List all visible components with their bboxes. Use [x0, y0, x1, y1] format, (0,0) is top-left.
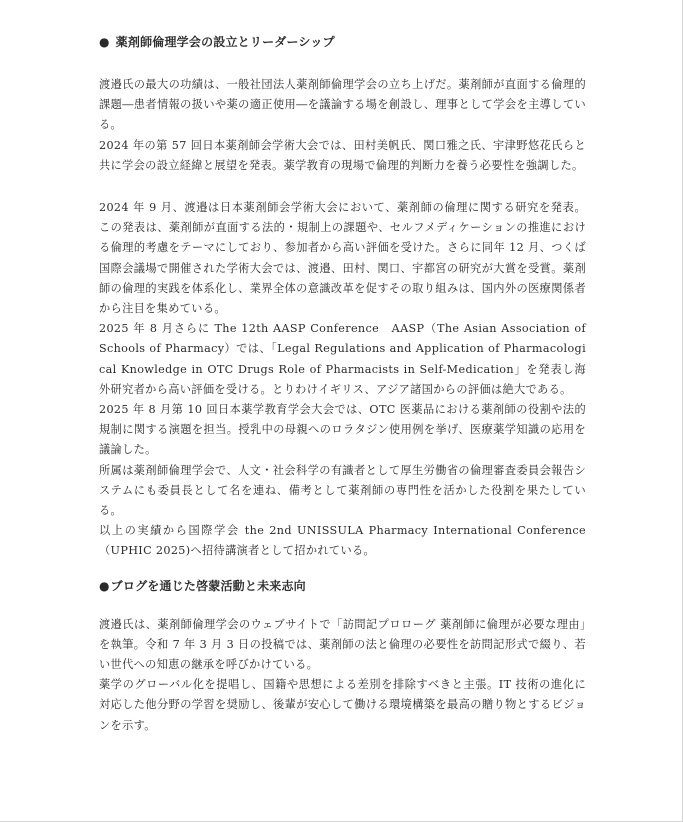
- paragraph: 以上の実績から国際学会 the 2nd UNISSULA Pharmacy International Conference（UPHIC 2025)へ招待講演者として招かれている。: [99, 524, 586, 558]
- section-heading-blog: [99, 578, 586, 594]
- paragraph: 所属は薬剤師倫理学会で、人文・社会科学の有識者として厚生労働省の倫理審査委員会報告システムにも委員長として名を連ね、備考として薬剤師の専門性を活かした役割を果たしている。: [99, 463, 586, 518]
- paragraph: 2025 年 8 月さらに The 12th AASP Conference AASP（The Asian Association of Schools of Pharmacy）では、「Legal Regulations and Application of Pharmacological Knowledge in OTC Drugs Role of Pharmacists in Self-Medication」を発表し海外研究者から高い評価を受ける。とりわけイギリス、アジア諸国からの評価は絶大である。: [99, 322, 586, 396]
- bullet-icon: ●: [99, 578, 110, 593]
- paragraph: 2025 年 8 月第 10 回日本薬学教育学会大会では、OTC 医薬品における薬剤師の役割や法的規制に関する演題を担当。授乳中の母親へのロラタジン使用例を挙げ、医療薬学知識の応用を議論した。: [99, 403, 586, 457]
- article-body: [99, 34, 586, 736]
- paragraph: 渡邉氏は、薬剤師倫理学会のウェブサイトで「訪問記プロローグ 薬剤師に倫理が必要な理由」を執筆。令和 7 年 3 月 3 日の投稿では、薬剤師の法と倫理の必要性を訪問記形式で綴り、若い世代への知恵の継承を呼びかけている。: [99, 617, 586, 672]
- paragraph: 渡邉氏の最大の功績は、一般社団法人薬剤師倫理学会の立ち上げだ。薬剤師が直面する倫理的課題―患者情報の扱いや薬の適正使用―を議論する場を創設し、理事として学会を主導している。: [99, 78, 586, 132]
- section-heading-society: [99, 34, 586, 50]
- section-heading-text: ブログを通じた啓蒙活動と未来志向: [110, 578, 306, 593]
- bullet-icon: ●: [99, 35, 110, 49]
- paragraph: 2024 年の第 57 回日本薬剤師会学術大会では、田村美帆氏、関口雅之氏、宇津野悠花氏らと共に学会の設立経緯と展望を発表。薬学教育の現場で倫理的判断力を養う必要性を強調した。: [99, 138, 586, 172]
- paragraph: 2024 年 9 月、渡邉は日本薬剤師会学術大会において、薬剤師の倫理に関する研究を発表。この発表は、薬剤師が直面する法的・規制上の課題や、セルフメディケーションの推進における倫理的考慮をテーマにしており、参加者から高い評価を受けた。さらに同年 12 月、つくば国際会議場で開催された学術大会では、渡邉、田村、関口、宇都宮の研究が大賞を受賞。薬剤師の倫理的実践を体系化し、業界全体の意識改革を促すその取り組みは、国内外の医療関係者から注目を集めている。: [99, 201, 586, 316]
- section-heading-text: 薬剤師倫理学会の設立とリーダーシップ: [115, 35, 335, 49]
- paragraph: 薬学のグローバル化を提唱し、国籍や思想による差別を排除すべきと主張。IT 技術の進化に対応した他分野の学習を奨励し、後輩が安心して働ける環境構築を最高の贈り物とするビジョンを示す。: [99, 678, 586, 732]
